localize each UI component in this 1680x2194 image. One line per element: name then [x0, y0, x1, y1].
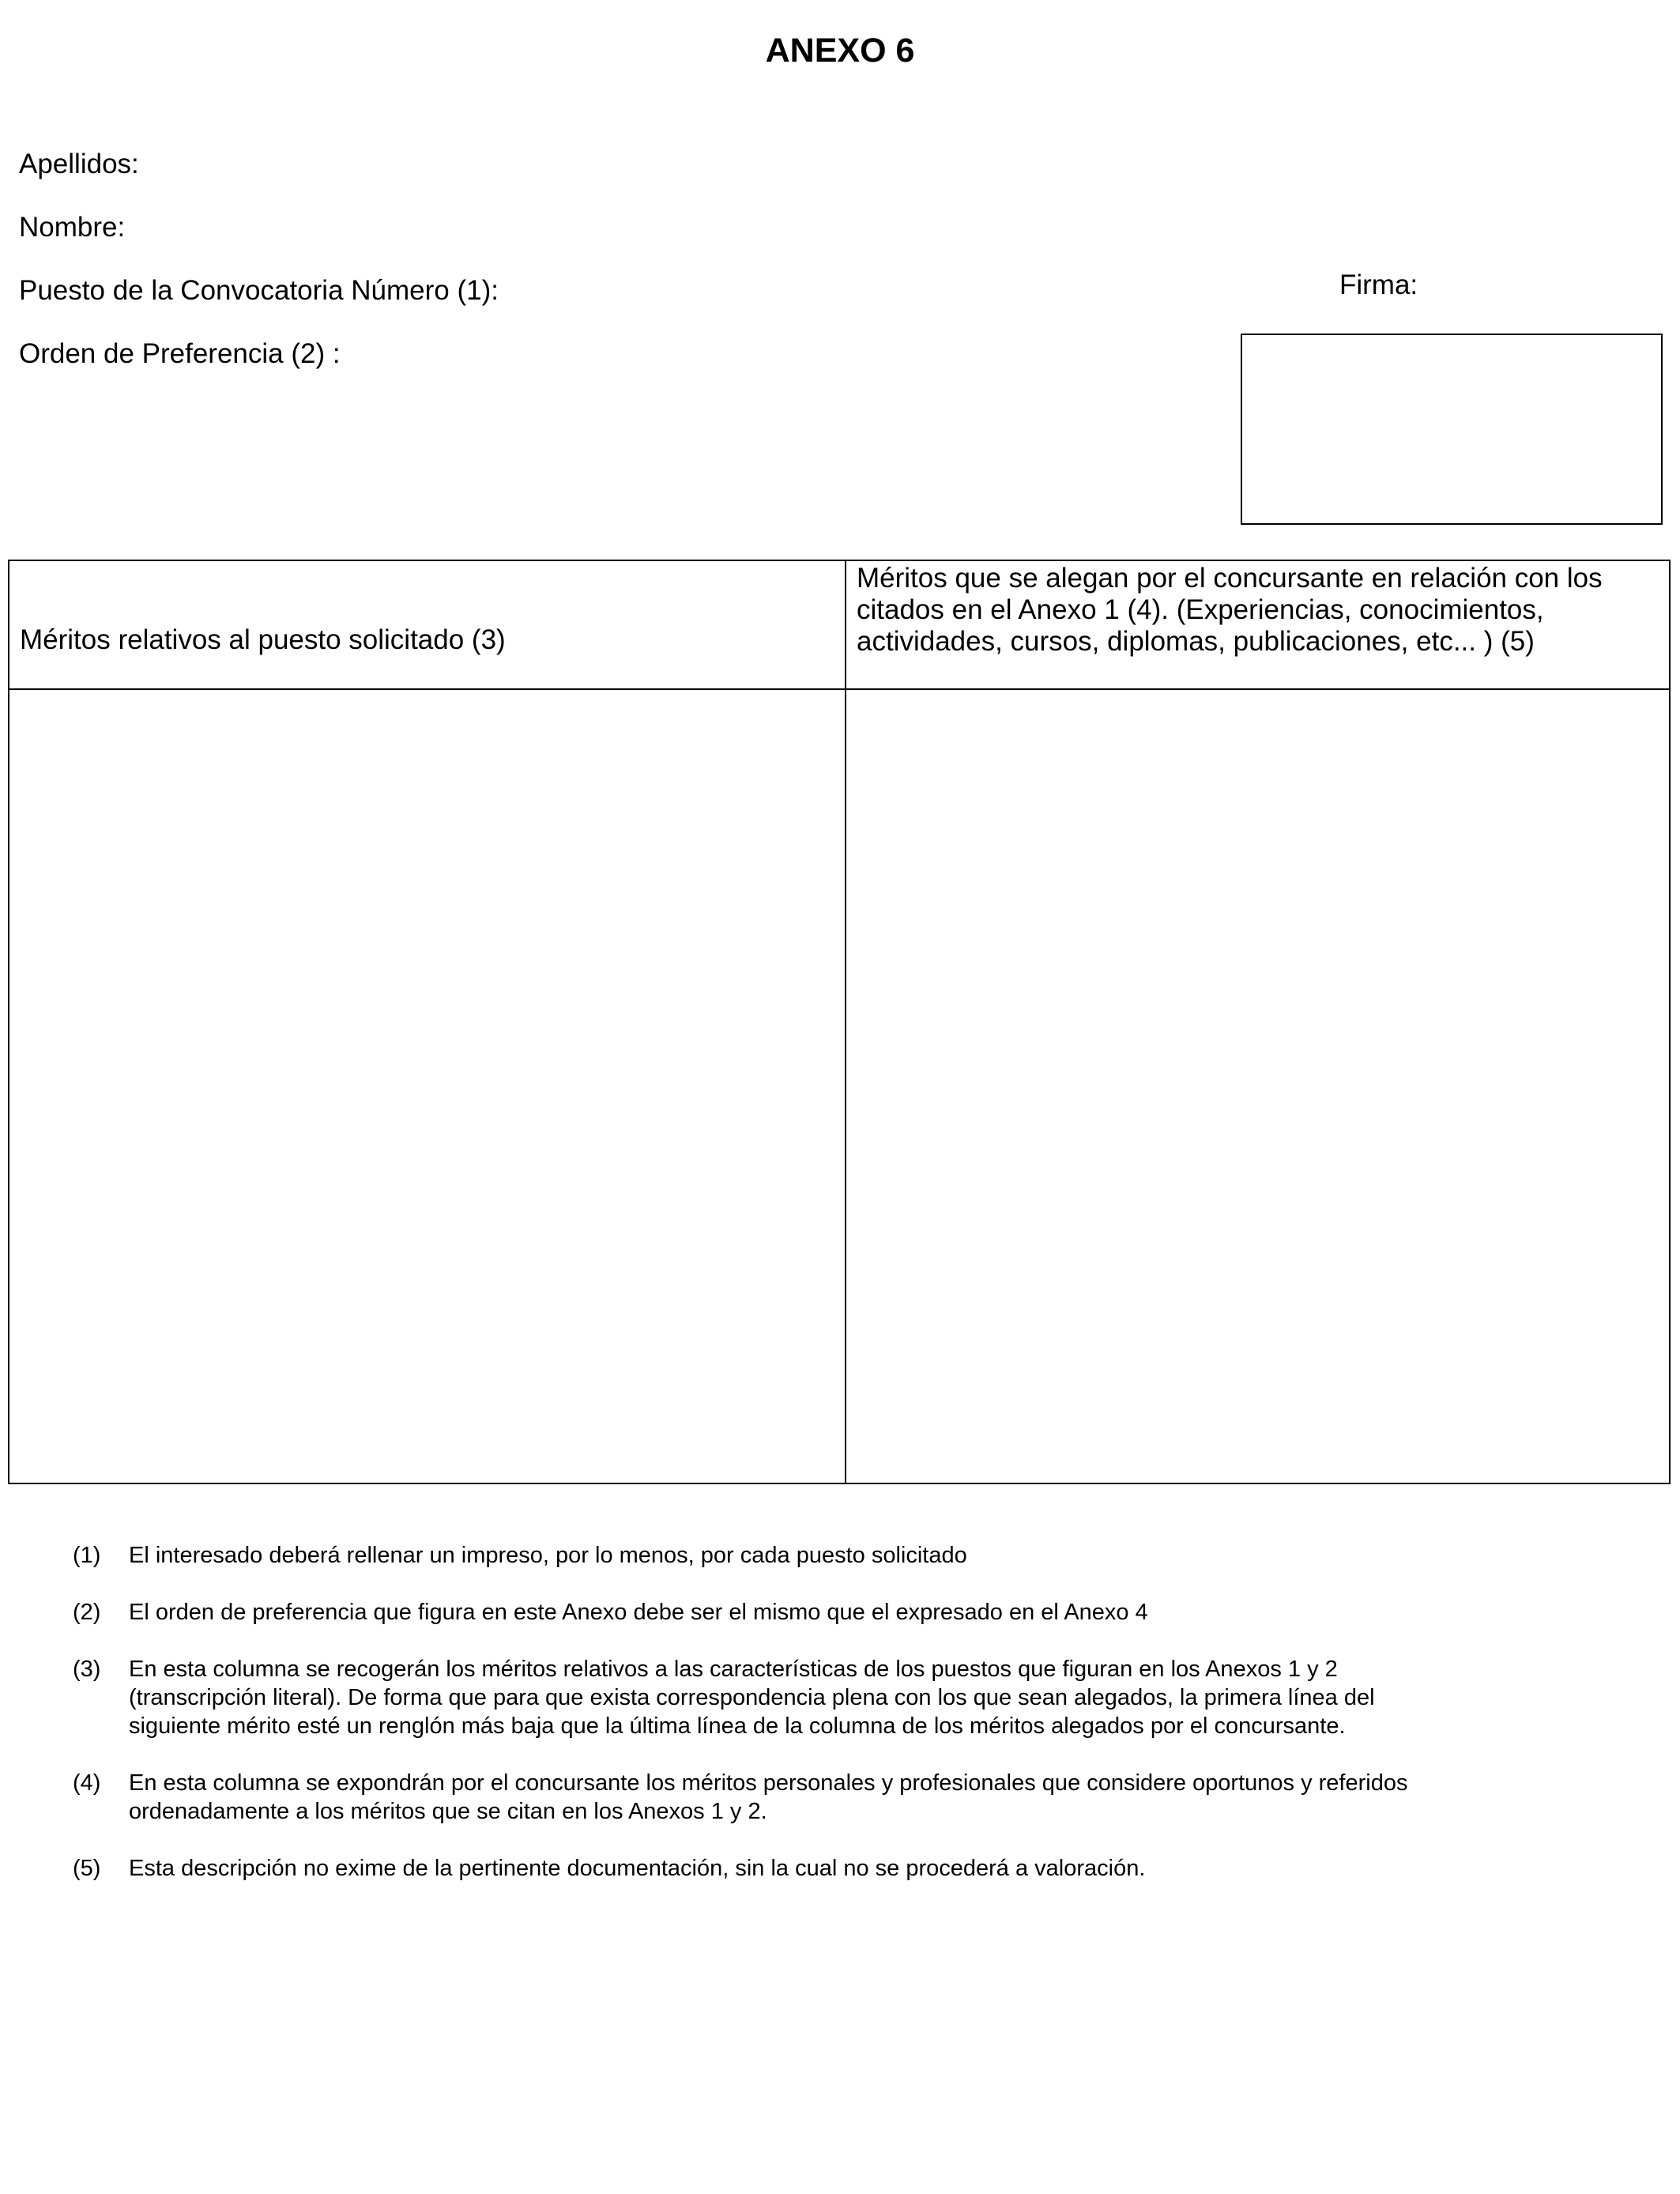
apellidos-label: Apellidos:	[19, 149, 139, 179]
footnote-line: siguiente mérito esté un renglón más baja que la última línea de la columna de los méritos alegados por el concursante.	[129, 1713, 1346, 1739]
right-header-line: Méritos que se alegan por el concursante en relación con los	[857, 563, 1603, 594]
footnotes	[73, 1541, 1653, 1911]
right-header-line: actividades, cursos, diplomas, publicaciones, etc... ) (5)	[857, 626, 1535, 657]
page-title: ANEXO 6	[765, 32, 915, 70]
nombre-label: Nombre:	[19, 212, 126, 243]
right-column-header	[857, 563, 1655, 658]
footnote-line: Esta descripción no exime de la pertinente documentación, sin la cual no se procederá a valoración.	[129, 1856, 1146, 1881]
right-header-line: citados en el Anexo 1 (4). (Experiencias, conocimientos,	[857, 594, 1544, 625]
signature-box[interactable]	[1241, 334, 1663, 525]
footnote-line: El orden de preferencia que figura en este Anexo debe ser el mismo que el expresado en el Anexo 4	[129, 1600, 1148, 1625]
footnote-text	[129, 1598, 1653, 1627]
footnote-line: (transcripción literal). De forma que para que exista correspondencia plena con los que sean alegados, la primera línea del	[129, 1685, 1375, 1710]
footnote-line: ordenadamente a los méritos que se citan en los Anexos 1 y 2.	[129, 1799, 767, 1824]
footnote-line: El interesado deberá rellenar un impreso, por lo menos, por cada puesto solicitado	[129, 1543, 967, 1568]
footnote-text	[129, 1655, 1653, 1740]
merits-table	[8, 560, 1671, 1484]
footnote	[73, 1598, 1653, 1627]
footnote-number: (4)	[73, 1770, 101, 1796]
footnote-number: (5)	[73, 1856, 101, 1881]
footnote-number: (3)	[73, 1657, 101, 1682]
footnote-line: En esta columna se expondrán por el concursante los méritos personales y profesionales que considere oportunos y referidos	[129, 1770, 1408, 1796]
merits-required-cell[interactable]	[9, 690, 845, 1483]
merits-alleged-cell[interactable]	[846, 690, 1669, 1483]
footnote	[73, 1655, 1653, 1740]
footnote	[73, 1769, 1653, 1826]
firma-label: Firma:	[1339, 270, 1418, 300]
footnote-text	[129, 1541, 1653, 1570]
footnote	[73, 1854, 1653, 1883]
footnote-text	[129, 1854, 1653, 1883]
footnote-line: En esta columna se recogerán los méritos relativos a las características de los puestos que figuran en los Anexos 1 y 2	[129, 1657, 1338, 1682]
footnote-text	[129, 1769, 1653, 1826]
footnote	[73, 1541, 1653, 1570]
footnote-number: (2)	[73, 1600, 101, 1625]
footnote-number: (1)	[73, 1543, 101, 1568]
puesto-label: Puesto de la Convocatoria Número (1):	[19, 275, 499, 306]
left-column-header: Méritos relativos al puesto solicitado (3)	[20, 624, 506, 655]
orden-label: Orden de Preferencia (2) :	[19, 338, 341, 369]
